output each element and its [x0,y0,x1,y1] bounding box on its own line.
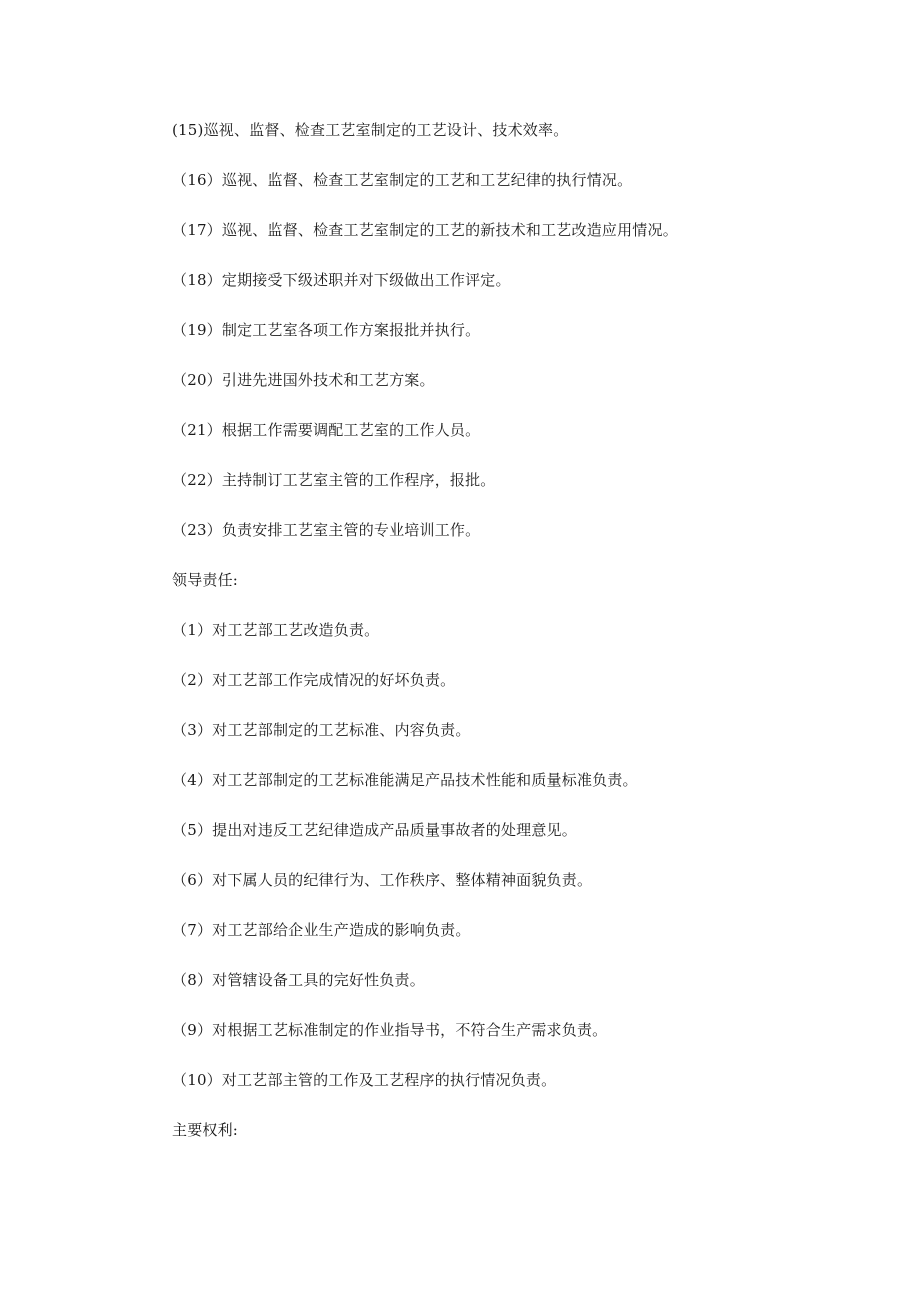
duty-item-23: （23）负责安排工艺室主管的专业培训工作。 [172,521,481,539]
duty-item-20: （20）引进先进国外技术和工艺方案。 [172,371,435,389]
duty-item-19: （19）制定工艺室各项工作方案报批并执行。 [172,321,481,339]
leadership-item-9: （9）对根据工艺标准制定的作业指导书，不符合生产需求负责。 [172,1021,608,1039]
duty-item-22: （22）主持制订工艺室主管的工作程序，报批。 [172,471,496,489]
leadership-item-4: （4）对工艺部制定的工艺标准能满足产品技术性能和质量标准负责。 [172,771,638,789]
leadership-item-3: （3）对工艺部制定的工艺标准、内容负责。 [172,721,471,739]
leadership-item-7: （7）对工艺部给企业生产造成的影响负责。 [172,921,471,939]
leadership-item-1: （1）对工艺部工艺改造负责。 [172,621,380,639]
duty-item-17: （17）巡视、监督、检查工艺室制定的工艺的新技术和工艺改造应用情况。 [172,221,678,239]
leadership-item-5: （5）提出对违反工艺纪律造成产品质量事故者的处理意见。 [172,821,577,839]
duty-item-16: （16）巡视、监督、检查工艺室制定的工艺和工艺纪律的执行情况。 [172,171,633,189]
leadership-item-2: （2）对工艺部工作完成情况的好坏负责。 [172,671,456,689]
document-body [172,118,772,1168]
duty-item-15: (15)巡视、监督、检查工艺室制定的工艺设计、技术效率。 [172,121,569,139]
duty-item-18: （18）定期接受下级述职并对下级做出工作评定。 [172,271,511,289]
section-heading-leadership: 领导责任: [172,571,239,589]
duty-item-21: （21）根据工作需要调配工艺室的工作人员。 [172,421,481,439]
leadership-item-10: （10）对工艺部主管的工作及工艺程序的执行情况负责。 [172,1071,557,1089]
leadership-item-8: （8）对管辖设备工具的完好性负责。 [172,971,425,989]
section-heading-rights: 主要权利: [172,1121,239,1139]
leadership-item-6: （6）对下属人员的纪律行为、工作秩序、整体精神面貌负责。 [172,871,593,889]
